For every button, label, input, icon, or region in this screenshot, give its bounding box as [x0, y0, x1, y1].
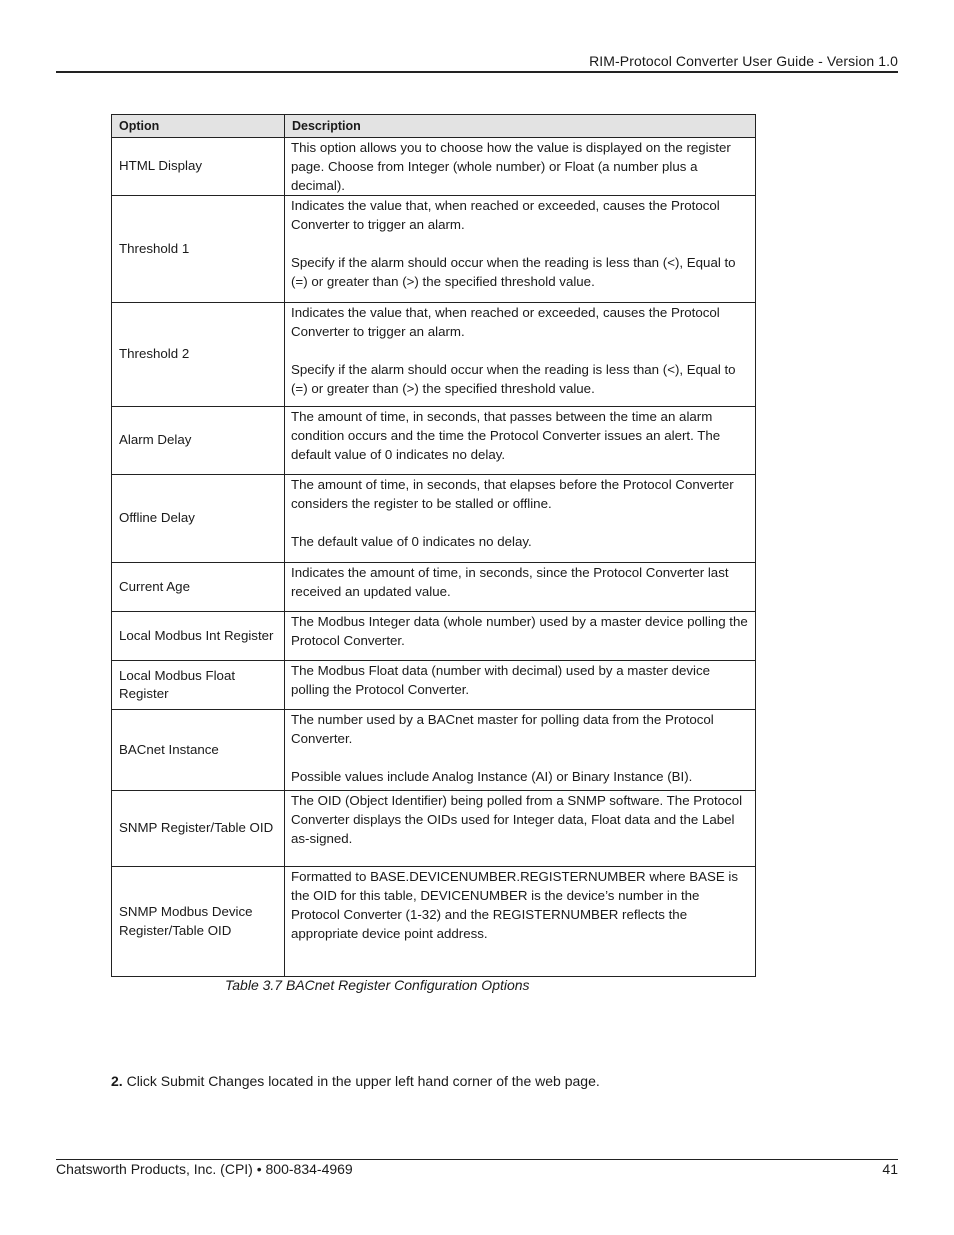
header-rule [56, 71, 898, 73]
option-cell: BACnet Instance [112, 710, 285, 791]
header-title: RIM-Protocol Converter User Guide - Version 1.0 [589, 53, 898, 69]
description-cell [285, 710, 756, 791]
description-cell [285, 138, 756, 196]
option-cell: SNMP Modbus Device Register/Table OID [112, 867, 285, 977]
table-row [112, 791, 756, 867]
description-cell [285, 867, 756, 977]
description-paragraph: This option allows you to choose how the value is displayed on the register page. Choose from Integer (whole number) or Float (a number plus a decimal). [291, 140, 731, 193]
description-paragraph: The number used by a BACnet master for polling data from the Protocol Converter. [291, 712, 714, 747]
description-paragraph: Indicates the value that, when reached or exceeded, causes the Protocol Converter to trigger an alarm. [291, 198, 720, 233]
description-paragraph: Formatted to BASE.DEVICENUMBER.REGISTERNUMBER where BASE is the OID for this table, DEVICENUMBER is the device’s number in the Protocol Converter (1-32) and the REGISTERNUMBER reflects the appropriate device point address. [291, 869, 739, 941]
option-cell: Local Modbus Int Register [112, 612, 285, 661]
option-cell: Threshold 2 [112, 303, 285, 407]
description-cell [285, 303, 756, 407]
description-cell [285, 407, 756, 475]
option-cell: Offline Delay [112, 475, 285, 563]
step-text: Click Submit Changes located in the upper left hand corner of the web page. [122, 1073, 600, 1089]
option-cell: Alarm Delay [112, 407, 285, 475]
column-header-option: Option [112, 115, 285, 138]
description-cell [285, 475, 756, 563]
table-row [112, 867, 756, 977]
page-number: 41 [882, 1161, 898, 1177]
description-cell [285, 196, 756, 303]
footer-company: Chatsworth Products, Inc. (CPI) • 800-834-4969 [56, 1161, 353, 1177]
description-paragraph: Specify if the alarm should occur when the reading is less than (<), Equal to (=) or greater than (>) the specified threshold value. [291, 361, 736, 396]
table-row [112, 710, 756, 791]
description-paragraph: The amount of time, in seconds, that passes between the time an alarm condition occurs and the time the Protocol Converter issues an alert. The default value of 0 indicates no delay. [291, 409, 721, 462]
option-cell: Current Age [112, 563, 285, 612]
description-cell [285, 661, 756, 710]
option-cell: Local Modbus Float Register [112, 661, 285, 710]
option-cell: Threshold 1 [112, 196, 285, 303]
table-row [112, 407, 756, 475]
table-row [112, 196, 756, 303]
step-number: 2. [111, 1073, 123, 1089]
option-cell: HTML Display [112, 138, 285, 196]
table-row [112, 475, 756, 563]
table-row [112, 138, 756, 196]
description-paragraph: The amount of time, in seconds, that elapses before the Protocol Converter considers the register to be stalled or offline. [291, 477, 734, 512]
description-paragraph: The Modbus Float data (number with decimal) used by a master device polling the Protocol Converter. [291, 663, 711, 698]
description-paragraph: Specify if the alarm should occur when the reading is less than (<), Equal to (=) or greater than (>) the specified threshold value. [291, 254, 736, 289]
column-header-description: Description [285, 115, 756, 138]
description-paragraph: The Modbus Integer data (whole number) used by a master device polling the Protocol Converter. [291, 614, 748, 649]
option-cell: SNMP Register/Table OID [112, 791, 285, 867]
table-row [112, 612, 756, 661]
table-row [112, 303, 756, 407]
table-header-row [112, 115, 756, 138]
description-paragraph: Possible values include Analog Instance (AI) or Binary Instance (BI). [291, 768, 693, 784]
description-paragraph: The OID (Object Identifier) being polled from a SNMP software. The Protocol Converter displays the OIDs used for Integer data, Float data and the Label as-signed. [291, 793, 743, 846]
description-paragraph: Indicates the value that, when reached or exceeded, causes the Protocol Converter to trigger an alarm. [291, 305, 720, 340]
description-paragraph: The default value of 0 indicates no delay. [291, 533, 532, 549]
step-2 [111, 1073, 600, 1089]
options-table [111, 114, 756, 977]
table-row [112, 661, 756, 710]
table-row [112, 563, 756, 612]
description-cell [285, 791, 756, 867]
footer-rule [56, 1159, 898, 1160]
table-caption: Table 3.7 BACnet Register Configuration Options [225, 977, 530, 993]
description-cell [285, 563, 756, 612]
description-paragraph: Indicates the amount of time, in seconds, since the Protocol Converter last received an updated value. [291, 565, 729, 600]
description-cell [285, 612, 756, 661]
